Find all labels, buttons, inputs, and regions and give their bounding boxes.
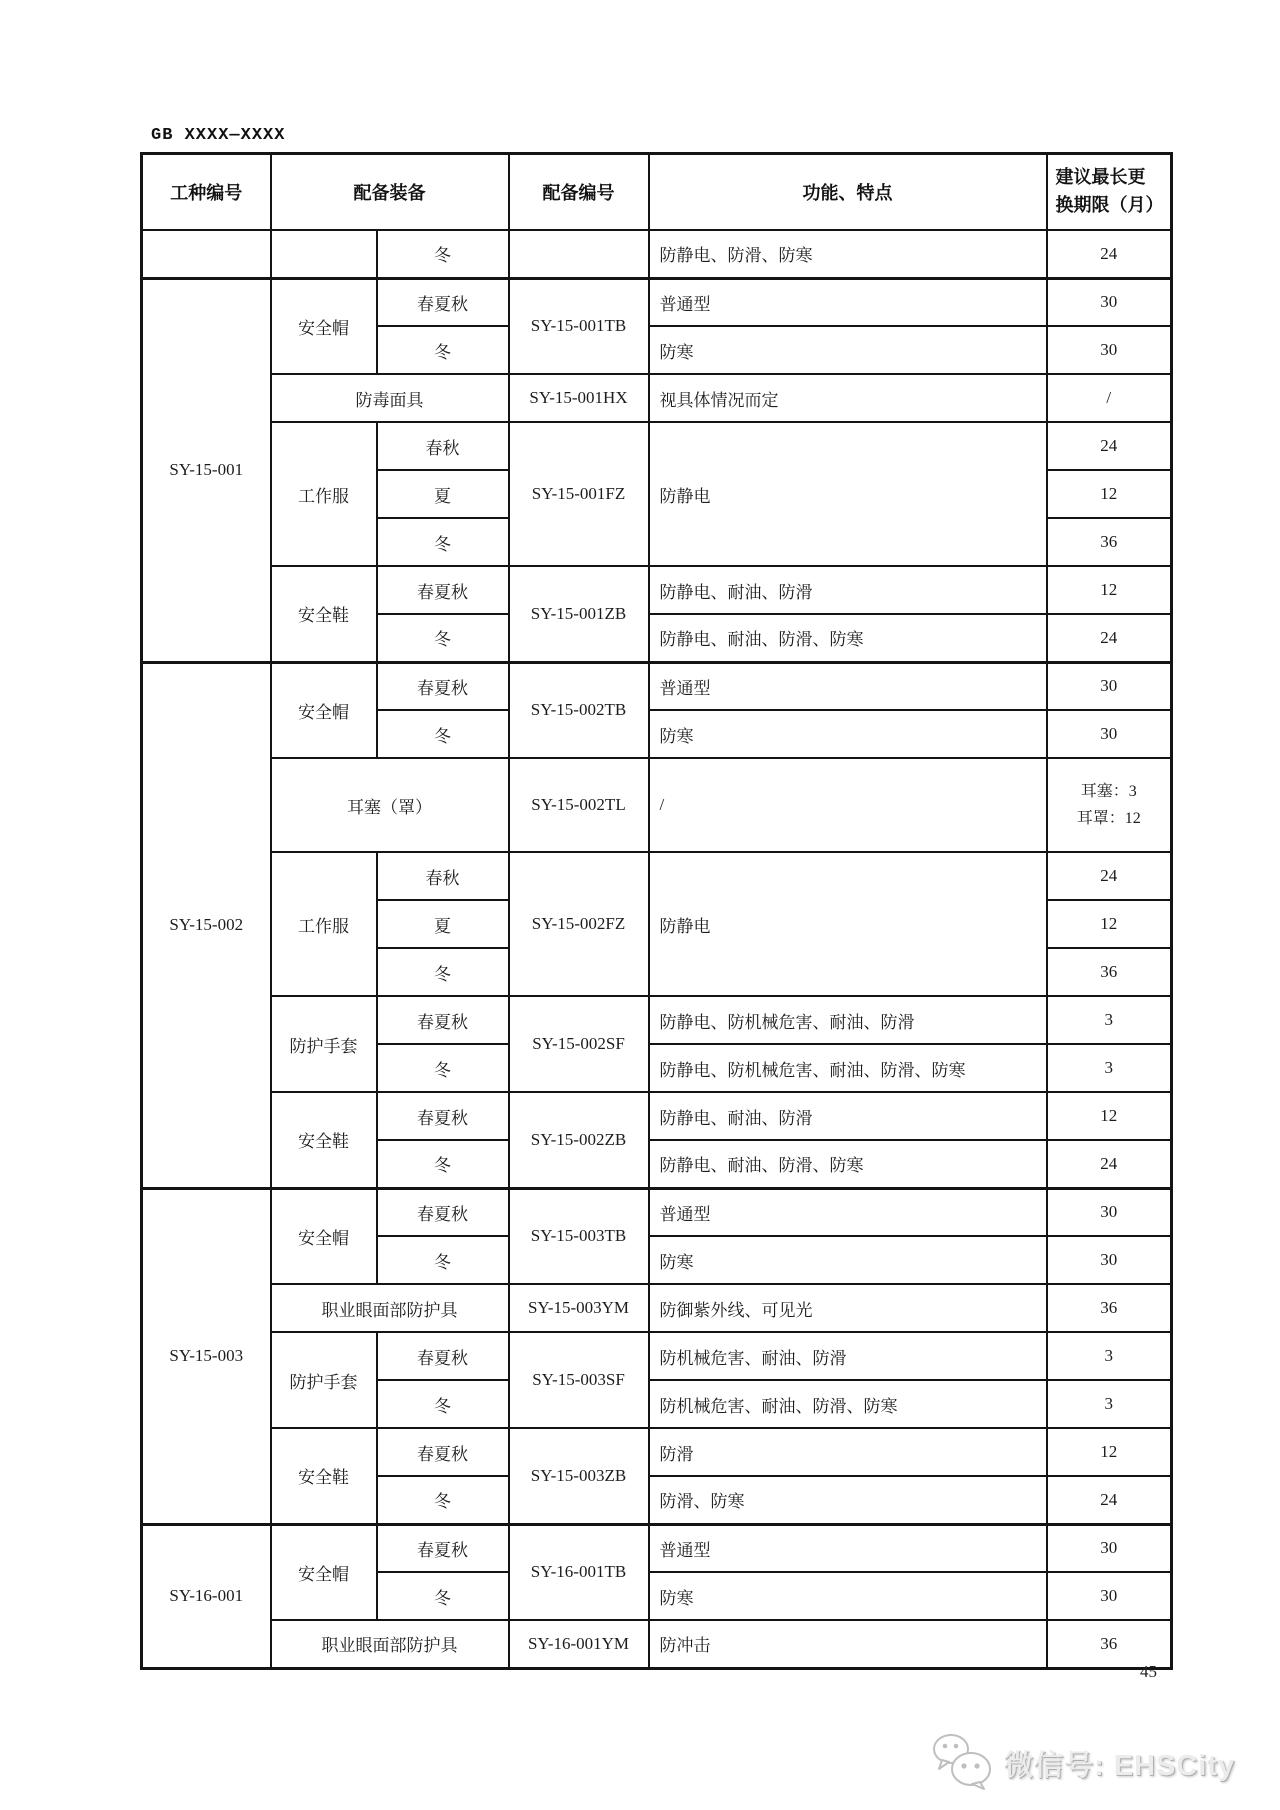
function-cell: 防滑 xyxy=(649,1428,1047,1476)
table-header-row xyxy=(142,154,1172,231)
season-cell: 春夏秋 xyxy=(377,1092,509,1140)
table-row xyxy=(142,996,1172,1044)
wechat-icon xyxy=(930,1732,994,1795)
job-code-cell: SY-15-003 xyxy=(142,1188,271,1524)
function-cell: 防滑、防寒 xyxy=(649,1476,1047,1524)
equipment-cell xyxy=(271,230,377,278)
col-header-equipment: 配备装备 xyxy=(271,154,509,231)
months-cell: 30 xyxy=(1047,278,1172,326)
months-cell: / xyxy=(1047,374,1172,422)
function-cell: 防寒 xyxy=(649,1572,1047,1620)
equipment-cell: 安全帽 xyxy=(271,278,377,374)
equipment-cell: 防护手套 xyxy=(271,1332,377,1428)
months-cell: 36 xyxy=(1047,948,1172,996)
code-cell: SY-15-002TL xyxy=(509,758,649,852)
table-row xyxy=(142,230,1172,278)
season-cell: 冬 xyxy=(377,1476,509,1524)
code-cell: SY-15-001HX xyxy=(509,374,649,422)
job-code-cell: SY-16-001 xyxy=(142,1524,271,1668)
code-cell: SY-15-001TB xyxy=(509,278,649,374)
code-cell: SY-15-002ZB xyxy=(509,1092,649,1188)
table-row xyxy=(142,1428,1172,1476)
equipment-cell: 耳塞（罩） xyxy=(271,758,509,852)
season-cell: 冬 xyxy=(377,1140,509,1188)
months-cell: 12 xyxy=(1047,566,1172,614)
function-cell: 防静电、耐油、防滑、防寒 xyxy=(649,614,1047,662)
months-cell: 12 xyxy=(1047,1092,1172,1140)
months-cell: 30 xyxy=(1047,710,1172,758)
function-cell: 防静电 xyxy=(649,422,1047,566)
season-cell: 春秋 xyxy=(377,852,509,900)
function-cell: 普通型 xyxy=(649,1188,1047,1236)
months-cell: 30 xyxy=(1047,1236,1172,1284)
season-cell: 春夏秋 xyxy=(377,662,509,710)
table-row xyxy=(142,662,1172,710)
table-body xyxy=(142,230,1172,1668)
table-row xyxy=(142,852,1172,900)
table-row xyxy=(142,758,1172,852)
watermark-label: 微信号: EHSCity xyxy=(1004,1750,1236,1782)
function-cell: 防静电、耐油、防滑 xyxy=(649,566,1047,614)
equipment-cell: 安全鞋 xyxy=(271,1092,377,1188)
table-row xyxy=(142,1524,1172,1572)
table-row xyxy=(142,1188,1172,1236)
months-cell: 30 xyxy=(1047,1188,1172,1236)
function-cell: 防寒 xyxy=(649,1236,1047,1284)
season-cell: 冬 xyxy=(377,710,509,758)
code-cell: SY-15-002SF xyxy=(509,996,649,1092)
function-cell: 视具体情况而定 xyxy=(649,374,1047,422)
function-cell: 防静电 xyxy=(649,852,1047,996)
function-cell: 防寒 xyxy=(649,326,1047,374)
months-cell: 24 xyxy=(1047,1140,1172,1188)
page-number: 45 xyxy=(1140,1662,1157,1681)
function-cell: 防静电、防机械危害、耐油、防滑 xyxy=(649,996,1047,1044)
months-cell: 24 xyxy=(1047,614,1172,662)
function-cell: 防机械危害、耐油、防滑 xyxy=(649,1332,1047,1380)
months-cell: 12 xyxy=(1047,900,1172,948)
months-cell: 12 xyxy=(1047,470,1172,518)
col-header-equipment-code: 配备编号 xyxy=(509,154,649,231)
months-cell: 24 xyxy=(1047,422,1172,470)
season-cell: 春夏秋 xyxy=(377,566,509,614)
season-cell: 冬 xyxy=(377,230,509,278)
months-cell: 30 xyxy=(1047,326,1172,374)
watermark xyxy=(930,1732,1235,1795)
function-cell: 防冲击 xyxy=(649,1620,1047,1668)
months-cell: 30 xyxy=(1047,1572,1172,1620)
function-cell: 普通型 xyxy=(649,662,1047,710)
table-row xyxy=(142,566,1172,614)
season-cell: 冬 xyxy=(377,948,509,996)
months-cell: 3 xyxy=(1047,996,1172,1044)
table-row xyxy=(142,422,1172,470)
code-cell: SY-16-001YM xyxy=(509,1620,649,1668)
table-row xyxy=(142,1284,1172,1332)
season-cell: 冬 xyxy=(377,326,509,374)
col-header-replacement-period xyxy=(1047,154,1172,231)
code-cell: SY-15-003TB xyxy=(509,1188,649,1284)
code-cell: SY-15-003SF xyxy=(509,1332,649,1428)
equipment-cell: 安全帽 xyxy=(271,1524,377,1620)
code-cell: SY-15-001FZ xyxy=(509,422,649,566)
code-cell: SY-15-002FZ xyxy=(509,852,649,996)
code-cell xyxy=(509,230,649,278)
season-cell: 冬 xyxy=(377,1380,509,1428)
code-cell: SY-16-001TB xyxy=(509,1524,649,1620)
function-cell: 防机械危害、耐油、防滑、防寒 xyxy=(649,1380,1047,1428)
equipment-cell: 工作服 xyxy=(271,852,377,996)
months-cell: 24 xyxy=(1047,1476,1172,1524)
season-cell: 春夏秋 xyxy=(377,1332,509,1380)
equipment-cell: 职业眼面部防护具 xyxy=(271,1620,509,1668)
equipment-cell: 安全鞋 xyxy=(271,1428,377,1524)
function-cell: 防静电、耐油、防滑 xyxy=(649,1092,1047,1140)
code-cell: SY-15-001ZB xyxy=(509,566,649,662)
equipment-cell: 防毒面具 xyxy=(271,374,509,422)
code-cell: SY-15-002TB xyxy=(509,662,649,758)
code-cell: SY-15-003ZB xyxy=(509,1428,649,1524)
months-cell: 12 xyxy=(1047,1428,1172,1476)
function-cell: 防静电、防机械危害、耐油、防滑、防寒 xyxy=(649,1044,1047,1092)
months-cell: 3 xyxy=(1047,1044,1172,1092)
period-header-line1: 建议最长更 xyxy=(1055,167,1146,188)
season-cell: 夏 xyxy=(377,470,509,518)
table-row xyxy=(142,278,1172,326)
equipment-cell: 防护手套 xyxy=(271,996,377,1092)
table-row xyxy=(142,1092,1172,1140)
job-code-cell: SY-15-002 xyxy=(142,662,271,1188)
doc-code-label: GB XXXX—XXXX xyxy=(151,126,286,145)
ppe-table xyxy=(140,152,1173,1670)
months-cell: 24 xyxy=(1047,230,1172,278)
function-cell: / xyxy=(649,758,1047,852)
months-cell: 36 xyxy=(1047,518,1172,566)
job-code-cell xyxy=(142,230,271,278)
season-cell: 冬 xyxy=(377,518,509,566)
season-cell: 春夏秋 xyxy=(377,1524,509,1572)
period-header-line2: 换期限（月） xyxy=(1055,195,1164,215)
equipment-cell: 工作服 xyxy=(271,422,377,566)
season-cell: 冬 xyxy=(377,1044,509,1092)
months-cell: 30 xyxy=(1047,1524,1172,1572)
function-cell: 防御紫外线、可见光 xyxy=(649,1284,1047,1332)
function-cell: 防静电、防滑、防寒 xyxy=(649,230,1047,278)
function-cell: 普通型 xyxy=(649,1524,1047,1572)
function-cell: 普通型 xyxy=(649,278,1047,326)
season-cell: 春夏秋 xyxy=(377,278,509,326)
season-cell: 冬 xyxy=(377,1572,509,1620)
months-cell: 30 xyxy=(1047,662,1172,710)
job-code-cell: SY-15-001 xyxy=(142,278,271,662)
function-cell: 防寒 xyxy=(649,710,1047,758)
months-cell: 24 xyxy=(1047,852,1172,900)
season-cell: 春夏秋 xyxy=(377,1428,509,1476)
function-cell: 防静电、耐油、防滑、防寒 xyxy=(649,1140,1047,1188)
equipment-cell: 职业眼面部防护具 xyxy=(271,1284,509,1332)
months-cell: 36 xyxy=(1047,1284,1172,1332)
season-cell: 春秋 xyxy=(377,422,509,470)
equipment-cell: 安全帽 xyxy=(271,662,377,758)
col-header-function: 功能、特点 xyxy=(649,154,1047,231)
table-row xyxy=(142,1620,1172,1668)
code-cell: SY-15-003YM xyxy=(509,1284,649,1332)
season-cell: 冬 xyxy=(377,614,509,662)
table-row xyxy=(142,1332,1172,1380)
months-cell: 3 xyxy=(1047,1332,1172,1380)
col-header-job-code: 工种编号 xyxy=(142,154,271,231)
season-cell: 春夏秋 xyxy=(377,996,509,1044)
months-cell: 3 xyxy=(1047,1380,1172,1428)
season-cell: 夏 xyxy=(377,900,509,948)
months-cell: 36 xyxy=(1047,1620,1172,1668)
months-cell: 耳塞：3 耳罩：12 xyxy=(1047,758,1172,852)
equipment-cell: 安全帽 xyxy=(271,1188,377,1284)
season-cell: 春夏秋 xyxy=(377,1188,509,1236)
season-cell: 冬 xyxy=(377,1236,509,1284)
equipment-cell: 安全鞋 xyxy=(271,566,377,662)
table-row xyxy=(142,374,1172,422)
